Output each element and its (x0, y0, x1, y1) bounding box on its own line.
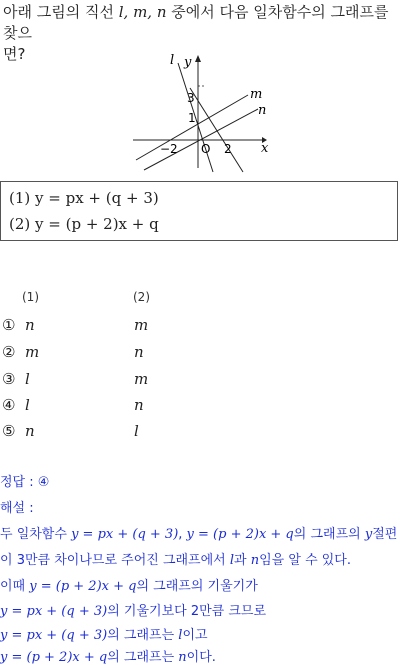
exp3-b: 의 그래프의 기울기가 (136, 579, 258, 594)
exp1-d: 절편 (372, 527, 398, 542)
label-origin: O (201, 142, 211, 156)
option-1-num[interactable]: ① (2, 316, 16, 334)
exp1-eq2: y = (p + 2)x + q (186, 527, 294, 542)
exp5-l: l (178, 628, 183, 643)
exp6-n: n (178, 650, 187, 665)
label-two: 2 (224, 142, 232, 156)
label-three: 3 (187, 91, 195, 105)
exp5-eq: y = px + (q + 3) (0, 628, 108, 643)
header-2: (2) (133, 290, 150, 304)
option-3-a: l (25, 370, 30, 388)
option-1-a: n (25, 316, 35, 334)
equation-1: (1) y = px + (q + 3) (9, 189, 159, 207)
exp1-y: y (364, 527, 373, 542)
label-m: m (250, 87, 263, 102)
explanation-line-5 (0, 624, 208, 643)
exp6-b: 의 그래프는 (107, 650, 179, 665)
question-line1-pre: 아래 그림의 직선 (3, 3, 119, 21)
option-4-num[interactable]: ④ (2, 396, 16, 414)
exp4-b: 의 기울기보다 2만큼 크므로 (107, 604, 267, 619)
exp1-a: 두 일차함수 (0, 527, 72, 542)
exp2-c: 임을 알 수 있다. (259, 553, 352, 568)
option-2-a: m (25, 343, 40, 361)
explanation-label: 해설 : (0, 501, 34, 516)
equation-box (0, 181, 398, 241)
exp2-n: n (250, 553, 260, 568)
exp1-c: 의 그래프의 (293, 527, 365, 542)
explanation-line-2 (0, 549, 351, 568)
exp5-c: 이고 (182, 628, 208, 643)
exp4-eq: y = px + (q + 3) (0, 604, 108, 619)
label-x: x (261, 141, 269, 156)
question-vars: l, m, n (118, 3, 167, 21)
exp2-a: 이 3만큼 차이나므로 주어진 그래프에서 (0, 553, 230, 568)
label-l: l (170, 53, 175, 68)
equation-2: (2) y = (p + 2)x + q (9, 215, 159, 233)
option-5-a: n (25, 422, 35, 440)
exp3-a: 이때 (0, 579, 30, 594)
explanation-line-1 (0, 523, 397, 542)
exp2-l: l (229, 553, 235, 568)
option-3-b: m (134, 370, 149, 388)
header-1: (1) (22, 290, 39, 304)
exp6-eq: y = (p + 2)x + q (0, 650, 108, 665)
line-graph (130, 50, 280, 175)
option-5-b: l (134, 422, 139, 440)
exp5-b: 의 그래프는 (107, 628, 179, 643)
answer-line: 정답 : ④ (0, 475, 50, 490)
question-line2: 면? (3, 45, 26, 63)
explanation-line-6 (0, 646, 216, 665)
exp6-c: 이다. (186, 650, 216, 665)
option-2-num[interactable]: ② (2, 343, 16, 361)
explanation-line-3 (0, 575, 258, 594)
y-axis-arrow (195, 55, 201, 62)
option-5-num[interactable]: ⑤ (2, 422, 16, 440)
label-n: n (258, 103, 267, 118)
label-y: y (184, 55, 192, 70)
option-1-b: m (134, 316, 149, 334)
explanation-line-4 (0, 600, 266, 619)
exp1-b: , (178, 527, 187, 542)
label-one: 1 (188, 111, 196, 125)
exp3-eq: y = (p + 2)x + q (29, 579, 137, 594)
exp1-eq1: y = px + (q + 3) (71, 527, 179, 542)
label-minus-two: −2 (160, 142, 178, 156)
option-2-b: n (134, 343, 144, 361)
option-4-b: n (134, 396, 144, 414)
question-line1-post: 중에서 다음 일차함수의 그래프를 찾으 (3, 3, 389, 42)
option-3-num[interactable]: ③ (2, 370, 16, 388)
option-4-a: l (25, 396, 30, 414)
exp2-b: 과 (234, 553, 251, 568)
